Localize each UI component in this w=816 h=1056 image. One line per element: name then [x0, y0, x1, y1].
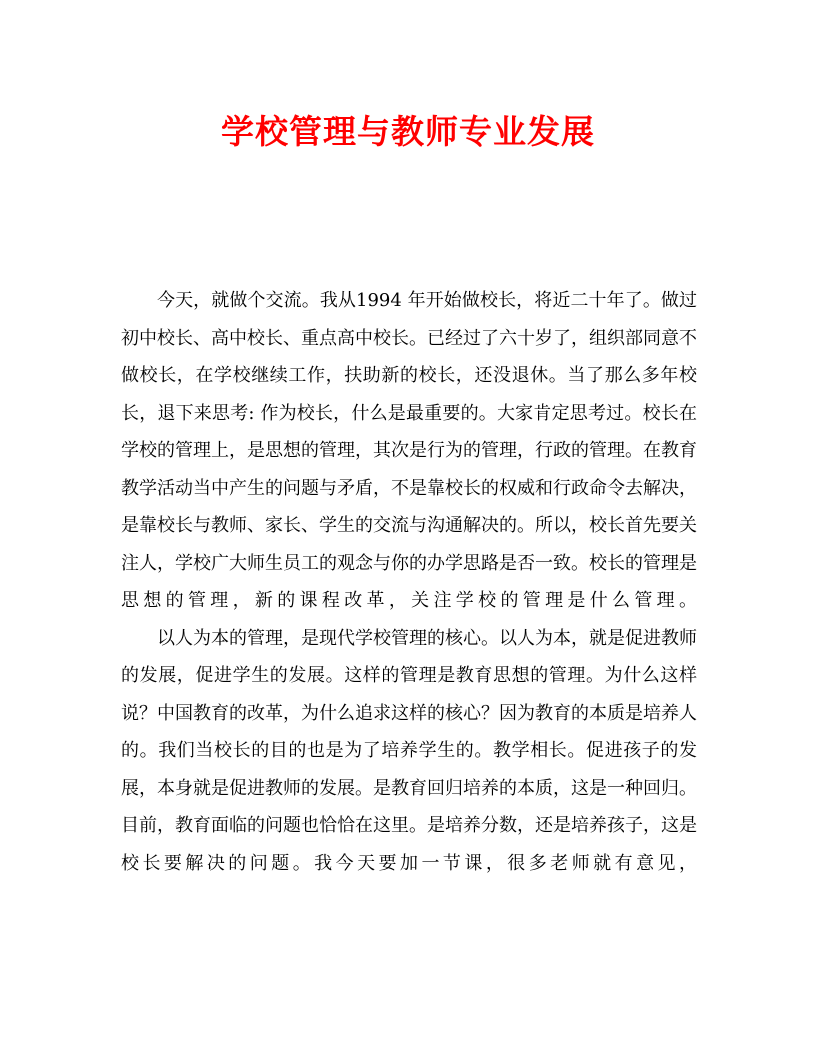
document-title: 学校管理与教师专业发展: [221, 112, 595, 151]
paragraph-2: 以人为本的管理，是现代学校管理的核心。以人为本，就是促进教师的发展，促进学生的发展。这样的管理是教育思想的管理。为什么这样说？中国教育的改革，为什么追求这样的核心？因为教育的本质是培养人的。我们当校长的目的也是为了培养学生的。教学相长。促进孩子的发展，本身就是促进教师的发展。是教育回归培养的本质，这是一种回归。目前，教育面临的问题也恰恰在这里。是培养分数，还是培养孩子，这是校长要解决的问题。我今天要加一节课，很多老师就有意见，: [121, 627, 697, 874]
paragraph-1: 今天，就做个交流。我从1994 年开始做校长，将近二十年了。做过初中校长、高中校长、重点高中校长。已经过了六十岁了，组织部同意不做校长，在学校继续工作，扶助新的校长，还没退休。当了那么多年校长，退下来思考: 作为校长，什么是最重要的。大家肯定思考过。校长在学校的管理上，是思想的管理，其次是行为的管理，行政的管理。在教育教学活动当中产生的问题与矛盾，不是靠校长的权威和行政命令去解决，是靠校长与教师、家长、学生的交流与沟通解决的。所以，校长首先要关注人，学校广大师生员工的观念与你的办学思路是否一致。校长的管理是思想的管理，新的课程改革，关注学校的管理是什么管理。: [121, 290, 697, 611]
document-body: [121, 282, 697, 882]
